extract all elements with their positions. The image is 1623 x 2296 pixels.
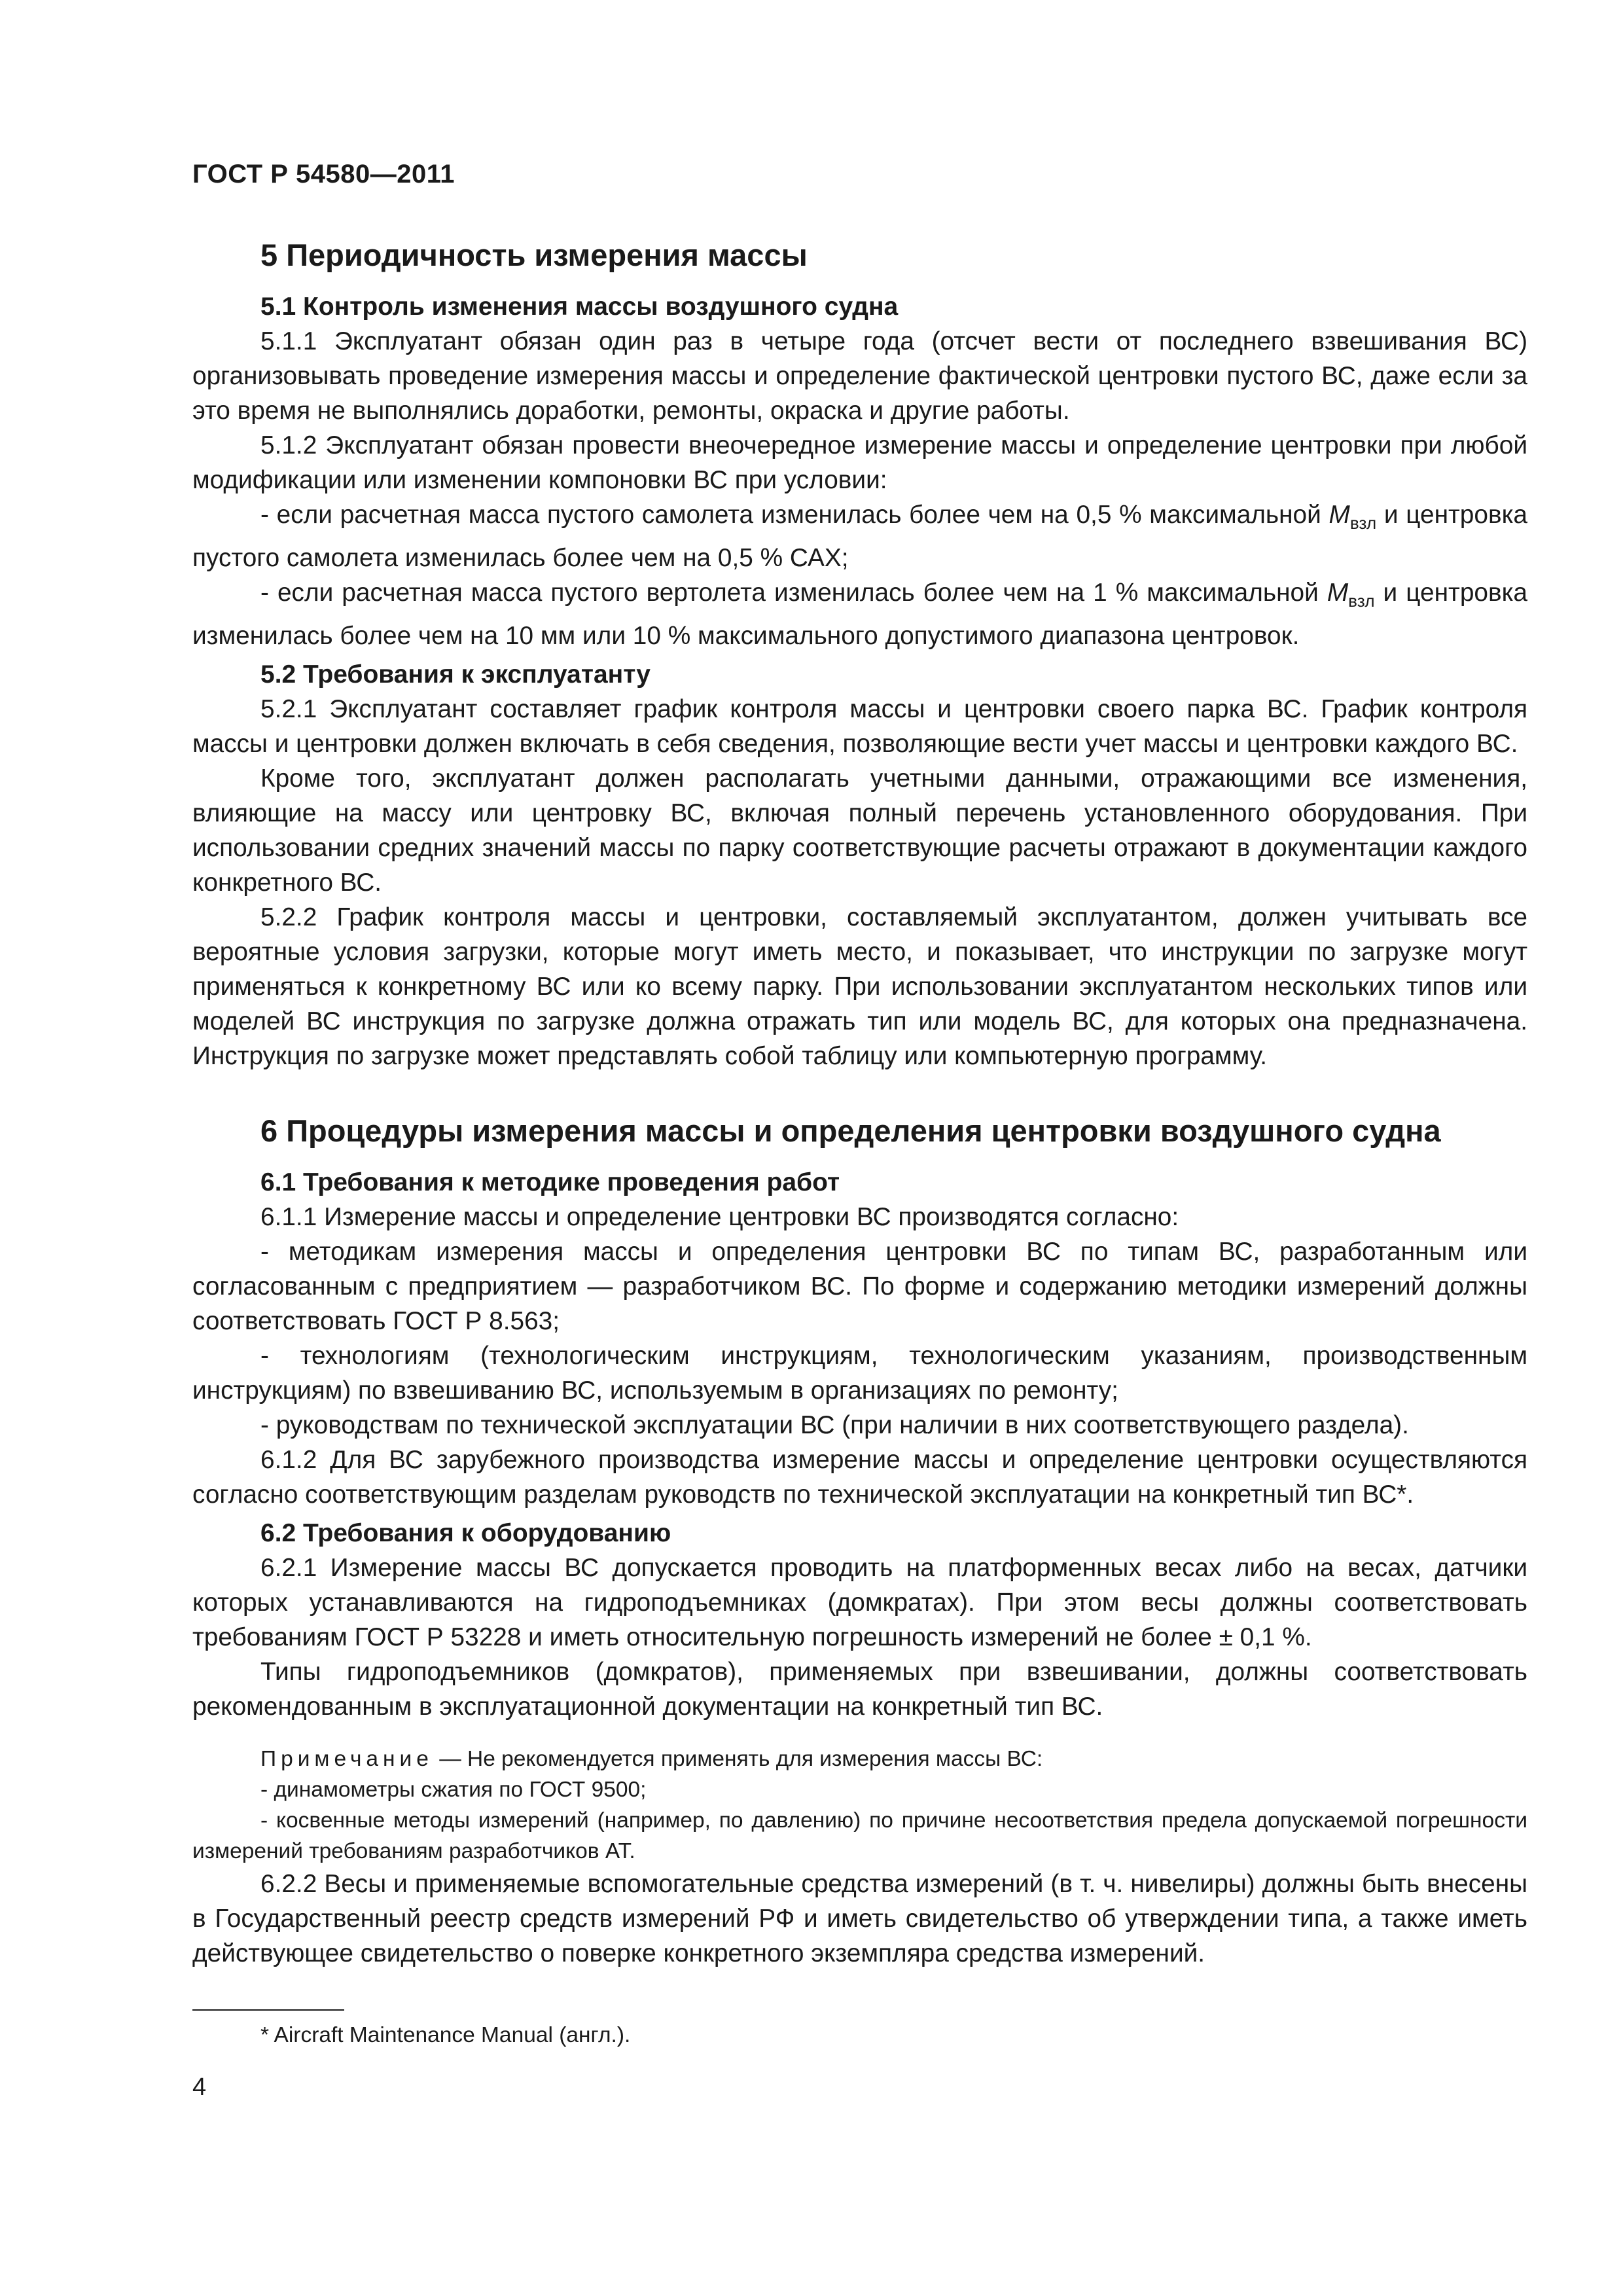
note-text: — Не рекомендуется применять для измерения массы ВС:	[433, 1747, 1043, 1771]
m-takeoff-symbol: M	[1329, 501, 1350, 529]
paragraph-5-2-1-cont: Кроме того, эксплуатант должен располагать учетными данными, отражающими все изменения, влияющие на массу или центровку ВС, включая полный перечень установленного оборудования. При использовании средних значений массы по парку соответствующие расчеты отражают в документации каждого конкретного ВС.	[192, 764, 1527, 897]
paragraph-5-2-1: 5.2.1 Эксплуатант составляет график контроля массы и центровки своего парка ВС. График контроля массы и центровки должен включать в себя сведения, позволяющие вести учет массы и центровки каждого ВС.	[192, 695, 1527, 758]
page-number: 4	[192, 2073, 207, 2101]
main-content	[192, 236, 1527, 1971]
bullet-airplane-text-a: - если расчетная масса пустого самолета изменилась более чем на 0,5 % максимальной	[260, 501, 1329, 529]
paragraph-6-1-1: 6.1.1 Измерение массы и определение центровки ВС производятся согласно:	[260, 1203, 1179, 1231]
note-label: Примечание	[260, 1747, 433, 1771]
paragraph-5-2-2: 5.2.2 График контроля массы и центровки, составляемый эксплуатантом, должен учитывать все вероятные условия загрузки, которые могут иметь место, и показывает, что инструкции по загрузке могут применяться к конкретному ВС или ко всему парку. При использовании эксплуатантом нескольких типов или моделей ВС инструкция по загрузке должна отражать тип или модель ВС, для которых она предназначена. Инструкция по загрузке может представлять собой таблицу или компьютерную программу.	[192, 903, 1527, 1070]
bullet-technologies: - технологиям (технологическим инструкциям, технологическим указаниям, производственным инструкциям) по взвешиванию ВС, используемым в организациях по ремонту;	[192, 1342, 1527, 1405]
bullet-manuals: - руководствам по технической эксплуатации ВС (при наличии в них соответствующего раздела).	[260, 1411, 1409, 1439]
section-6-title: 6 Процедуры измерения массы и определения центровки воздушного судна	[260, 1113, 1441, 1148]
paragraph-6-2-1-cont: Типы гидроподъемников (домкратов), применяемых при взвешивании, должны соответствовать рекомендованным в эксплуатационной документации на конкретный тип ВС.	[192, 1658, 1527, 1721]
bullet-helicopter-text-b: и центровка изменилась более чем на 10 мм или 10 % максимального допустимого диапазона центровок.	[192, 579, 1527, 650]
section-6-1-title: 6.1 Требования к методике проведения работ	[260, 1168, 840, 1196]
paragraph-6-2-1: 6.2.1 Измерение массы ВС допускается проводить на платформенных весах либо на весах, датчики которых устанавливаются на гидроподъемниках (домкратах). При этом весы должны соответствовать требованиям ГОСТ Р 53228 и иметь относительную погрешность измерений не более ± 0,1 %.	[192, 1554, 1527, 1651]
m-takeoff-symbol: M	[1327, 579, 1349, 607]
section-5-2-title: 5.2 Требования к эксплуатанту	[260, 660, 651, 689]
footnote: * Aircraft Maintenance Manual (англ.).	[260, 2023, 631, 2047]
bullet-airplane-text-b: и центровка пустого самолета изменилась более чем на 0,5 % САХ;	[192, 501, 1527, 572]
note-intro	[192, 1744, 1527, 1774]
m-takeoff-subscript: взл	[1349, 513, 1377, 533]
section-6-2-title: 6.2 Требования к оборудованию	[260, 1519, 671, 1547]
m-takeoff-subscript: взл	[1348, 591, 1375, 611]
paragraph-5-1-2: 5.1.2 Эксплуатант обязан провести внеочередное измерение массы и определение центровки при любой модификации или изменении компоновки ВС при условии:	[192, 431, 1527, 494]
bullet-helicopter-text-a: - если расчетная масса пустого вертолета изменилась более чем на 1 % максимальной	[260, 579, 1327, 607]
note-bullet-indirect-methods: - косвенные методы измерений (например, по давлению) по причине несоответствия предела допускаемой погрешности измерений требованиям разработчиков АТ.	[192, 1808, 1527, 1863]
section-5-1-title: 5.1 Контроль изменения массы воздушного судна	[260, 293, 899, 321]
paragraph-6-2-2: 6.2.2 Весы и применяемые вспомогательные средства измерений (в т. ч. нивелиры) должны быть внесены в Государственный реестр средств измерений РФ и иметь свидетельство об утверждении типа, а также иметь действующее свидетельство о поверке конкретного экземпляра средства измерений.	[192, 1870, 1527, 1967]
paragraph-5-1-1: 5.1.1 Эксплуатант обязан один раз в четыре года (отсчет вести от последнего взвешивания ВС) организовывать проведение измерения массы и определение фактической центровки пустого ВС, даже если за это время не выполнялись доработки, ремонты, окраска и другие работы.	[192, 327, 1527, 425]
bullet-helicopter	[192, 575, 1527, 653]
paragraph-6-1-2: 6.1.2 Для ВС зарубежного производства измерение массы и определение центровки осуществляются согласно соответствующим разделам руководств по технической эксплуатации на конкретный тип ВС*.	[192, 1446, 1527, 1509]
note-block	[192, 1744, 1527, 1867]
note-bullet-dynamometers: - динамометры сжатия по ГОСТ 9500;	[260, 1778, 647, 1802]
section-5-title: 5 Периодичность измерения массы	[260, 238, 808, 272]
document-header: ГОСТ Р 54580—2011	[192, 160, 455, 188]
footnote-divider	[192, 2009, 344, 2011]
bullet-methodologies: - методикам измерения массы и определения центровки ВС по типам ВС, разработанным или согласованным с предприятием — разработчиком ВС. По форме и содержанию методики измерений должны соответствовать ГОСТ Р 8.563;	[192, 1238, 1527, 1335]
bullet-airplane	[192, 497, 1527, 575]
